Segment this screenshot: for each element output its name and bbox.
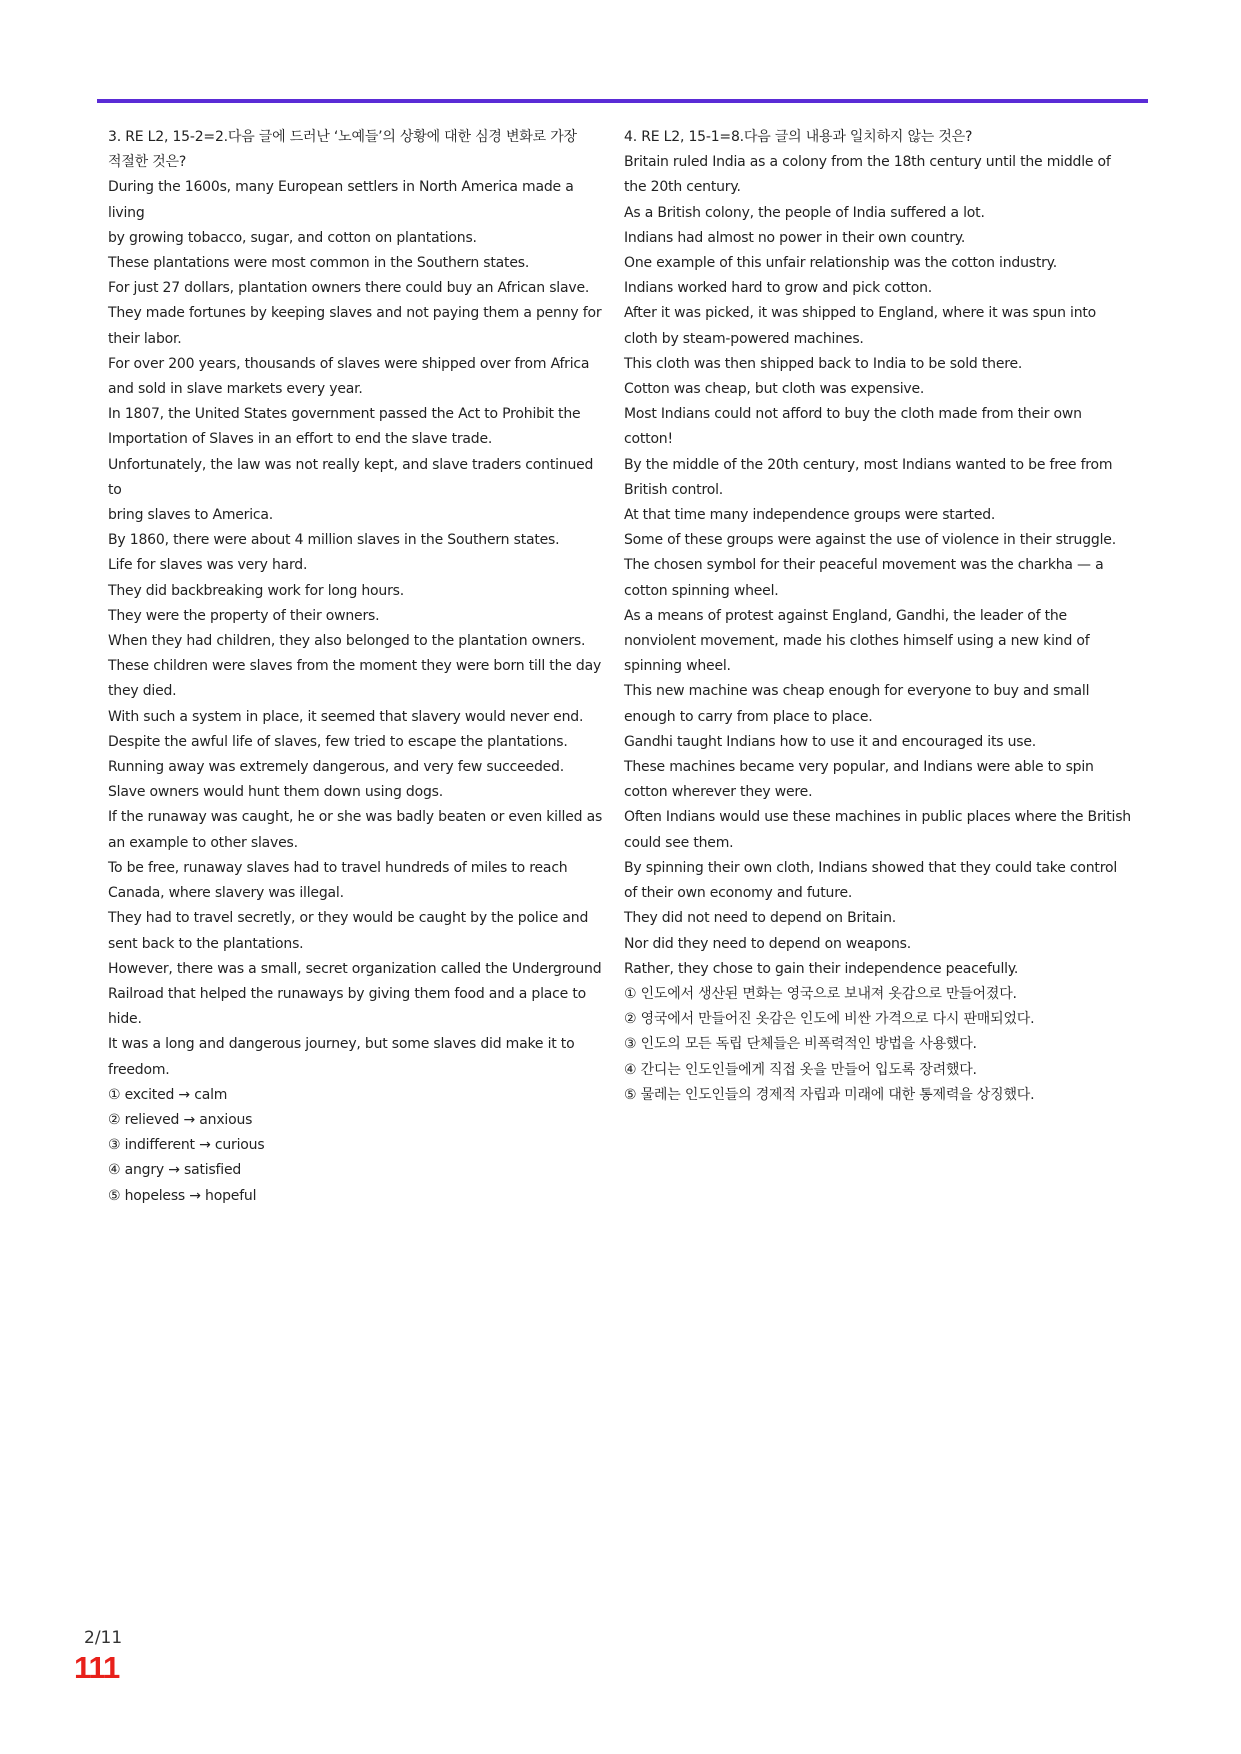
text-line: With such a system in place, it seemed that slavery would never end. <box>108 708 584 725</box>
text-line: ④ 간디는 인도인들에게 직접 옷을 만들어 입도록 장려했다. <box>624 1061 977 1078</box>
text-line: These plantations were most common in the Southern states. <box>108 255 530 272</box>
text-line: Rather, they chose to gain their independence peacefully. <box>624 960 1019 977</box>
text-line: 4. RE L2, 15-1=8.다음 글의 내용과 일치하지 않는 것은? <box>624 129 973 145</box>
text-line: Unfortunately, the law was not really kept, and slave traders continued to <box>108 456 594 498</box>
text-line: the 20th century. <box>624 179 741 196</box>
text-line: cloth by steam-powered machines. <box>624 330 864 347</box>
text-line: Railroad that helped the runaways by giving them food and a place to <box>108 985 586 1002</box>
text-line: ① excited → calm <box>108 1086 228 1103</box>
text-line: They were the property of their owners. <box>108 607 380 624</box>
text-line: Britain ruled India as a colony from the 18th century until the middle of <box>624 154 1111 171</box>
text-line: They did not need to depend on Britain. <box>624 910 897 927</box>
text-line: nonviolent movement, made his clothes himself using a new kind of <box>624 633 1090 650</box>
text-line: cotton wherever they were. <box>624 784 813 801</box>
text-line: and sold in slave markets every year. <box>108 381 363 398</box>
text-line: As a British colony, the people of India suffered a lot. <box>624 204 985 221</box>
text-line: bring slaves to America. <box>108 507 274 524</box>
question-3 <box>108 125 608 1209</box>
text-line: ⑤ 물레는 인도인들의 경제적 자립과 미래에 대한 통제력을 상징했다. <box>624 1086 1035 1103</box>
text-line: Running away was extremely dangerous, and very few succeeded. <box>108 759 564 776</box>
text-line: Some of these groups were against the use of violence in their struggle. <box>624 532 1116 549</box>
text-line: They had to travel secretly, or they would be caught by the police and <box>108 910 589 927</box>
text-line: Indians worked hard to grow and pick cotton. <box>624 280 933 297</box>
text-line: Importation of Slaves in an effort to end the slave trade. <box>108 431 493 448</box>
text-line: could see them. <box>624 834 734 851</box>
text-line: The chosen symbol for their peaceful movement was the charkha — a <box>624 557 1104 574</box>
text-line: By 1860, there were about 4 million slaves in the Southern states. <box>108 532 560 549</box>
text-line: British control. <box>624 481 724 498</box>
text-line: They did backbreaking work for long hours. <box>108 582 404 599</box>
text-line: By spinning their own cloth, Indians showed that they could take control <box>624 859 1118 876</box>
text-line: Slave owners would hunt them down using dogs. <box>108 784 444 801</box>
text-line: ⑤ hopeless → hopeful <box>108 1187 257 1204</box>
text-line: their labor. <box>108 330 182 347</box>
text-line: They made fortunes by keeping slaves and not paying them a penny for <box>108 305 602 322</box>
text-line: At that time many independence groups were started. <box>624 507 996 524</box>
text-line: Gandhi taught Indians how to use it and encouraged its use. <box>624 733 1037 750</box>
text-line: After it was picked, it was shipped to England, where it was spun into <box>624 305 1097 322</box>
text-line: This new machine was cheap enough for everyone to buy and small <box>624 683 1090 700</box>
text-line: cotton spinning wheel. <box>624 582 779 599</box>
text-line: To be free, runaway slaves had to travel hundreds of miles to reach <box>108 859 568 876</box>
text-line: ① 인도에서 생산된 면화는 영국으로 보내져 옷감으로 만들어졌다. <box>624 985 1017 1002</box>
text-line: Most Indians could not afford to buy the cloth made from their own <box>624 406 1082 423</box>
text-line: 3. RE L2, 15-2=2.다음 글에 드러난 ‘노예들’의 상황에 대한 심경 변화로 가장 <box>108 129 577 145</box>
brand-logo: 111 <box>74 1650 120 1685</box>
text-line: ② 영국에서 만들어진 옷감은 인도에 비싼 가격으로 다시 판매되었다. <box>624 1011 1035 1028</box>
text-line: One example of this unfair relationship was the cotton industry. <box>624 255 1058 272</box>
question-4 <box>624 125 1144 1108</box>
text-line: freedom. <box>108 1061 170 1078</box>
text-line: In 1807, the United States government passed the Act to Prohibit the <box>108 406 581 423</box>
text-line: spinning wheel. <box>624 658 731 675</box>
text-line: As a means of protest against England, Gandhi, the leader of the <box>624 607 1067 624</box>
text-line: Nor did they need to depend on weapons. <box>624 935 912 952</box>
text-line: ③ indifferent → curious <box>108 1137 265 1154</box>
text-line: 적절한 것은? <box>108 154 187 171</box>
text-line: During the 1600s, many European settlers in North America made a living <box>108 179 574 221</box>
text-line: an example to other slaves. <box>108 834 298 851</box>
text-line: For just 27 dollars, plantation owners there could buy an African slave. <box>108 280 590 297</box>
text-line: It was a long and dangerous journey, but some slaves did make it to <box>108 1036 575 1053</box>
text-line: These machines became very popular, and Indians were able to spin <box>624 759 1094 776</box>
header-rule <box>97 99 1148 103</box>
text-line: Canada, where slavery was illegal. <box>108 885 344 902</box>
text-line: Often Indians would use these machines in public places where the British <box>624 809 1131 826</box>
text-line: cotton! <box>624 431 673 448</box>
text-line: This cloth was then shipped back to India to be sold there. <box>624 355 1023 372</box>
text-line: Cotton was cheap, but cloth was expensive. <box>624 381 925 398</box>
text-line: enough to carry from place to place. <box>624 708 873 725</box>
text-line: by growing tobacco, sugar, and cotton on plantations. <box>108 229 477 246</box>
text-line: they died. <box>108 683 177 700</box>
text-line: Life for slaves was very hard. <box>108 557 308 574</box>
text-line: ④ angry → satisfied <box>108 1162 242 1179</box>
text-line: Despite the awful life of slaves, few tried to escape the plantations. <box>108 733 568 750</box>
text-line: ③ 인도의 모든 독립 단체들은 비폭력적인 방법을 사용했다. <box>624 1036 977 1053</box>
text-line: By the middle of the 20th century, most Indians wanted to be free from <box>624 456 1113 473</box>
text-line: When they had children, they also belonged to the plantation owners. <box>108 633 586 650</box>
text-line: sent back to the plantations. <box>108 935 304 952</box>
text-line: ② relieved → anxious <box>108 1111 253 1128</box>
text-line: These children were slaves from the moment they were born till the day <box>108 658 602 675</box>
text-line: For over 200 years, thousands of slaves were shipped over from Africa <box>108 355 590 372</box>
text-line: of their own economy and future. <box>624 885 853 902</box>
text-line: hide. <box>108 1011 142 1028</box>
text-line: However, there was a small, secret organization called the Underground <box>108 960 602 977</box>
text-line: Indians had almost no power in their own country. <box>624 229 966 246</box>
page-number: 2/11 <box>84 1628 123 1648</box>
text-line: If the runaway was caught, he or she was badly beaten or even killed as <box>108 809 603 826</box>
